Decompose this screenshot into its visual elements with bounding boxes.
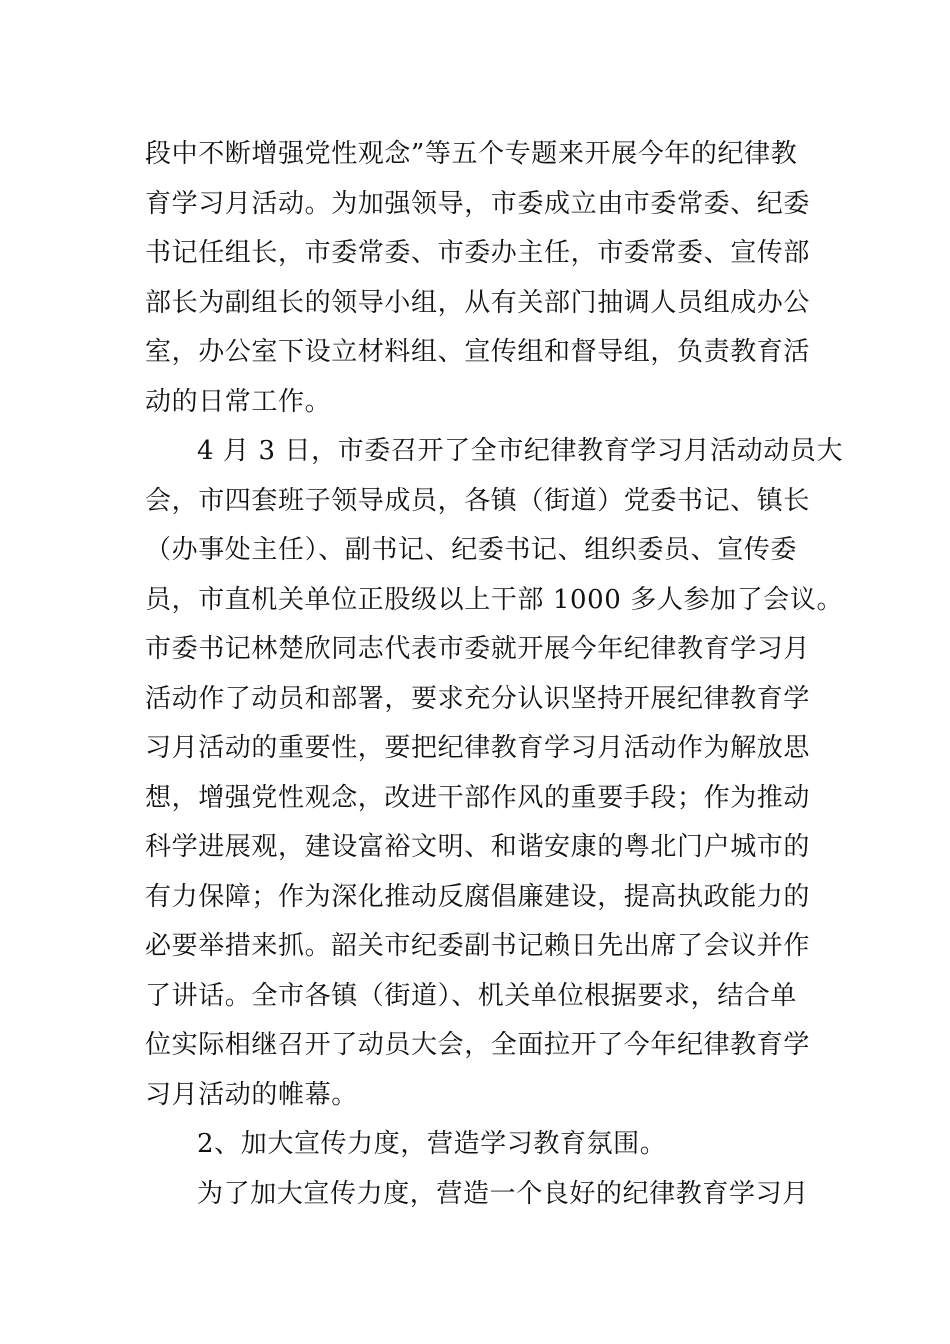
text-line: 必要举措来抓。韶关市纪委副书记赖日先出席了会议并作: [145, 931, 811, 961]
text-line: 想，增强党性观念，改进干部作风的重要手段；作为推动: [145, 782, 811, 813]
text-line: 室，办公室下设立材料组、宣传组和督导组，负责教育活: [145, 337, 811, 367]
text-line: 4 月 3 日，市委召开了全市纪律教育学习月活动动员大: [197, 436, 844, 466]
text-line: （办事处主任）、副书记、纪委书记、组织委员、宣传委: [145, 535, 798, 565]
text-line: 部长为副组长的领导小组，从有关部门抽调人员组成办公: [145, 287, 811, 318]
text-line: 有力保障；作为深化推动反腐倡廉建设，提高执政能力的: [145, 881, 811, 912]
text-line: 习月活动的重要性，要把纪律教育学习月活动作为解放思: [145, 733, 811, 763]
paragraph-4: [145, 1170, 809, 1220]
text-line: 为了加大宣传力度，营造一个良好的纪律教育学习月: [197, 1178, 809, 1209]
text-line: 书记任组长，市委常委、市委办主任，市委常委、宣传部: [145, 238, 811, 268]
paragraph-3-heading: [145, 1120, 809, 1170]
section-heading: 2、加大宣传力度，营造学习教育氛围。: [197, 1129, 667, 1159]
text-line: 活动作了动员和部署，要求充分认识坚持开展纪律教育学: [145, 683, 811, 714]
document-body: [145, 130, 844, 1219]
text-line: 市委书记林楚欣同志代表市委就开展今年纪律教育学习月: [145, 634, 811, 664]
text-line: 会，市四套班子领导成员，各镇（街道）党委书记、镇长: [145, 485, 811, 516]
text-line: 科学进展观，建设富裕文明、和谐安康的粤北门户城市的: [145, 832, 811, 862]
text-line: 动的日常工作。: [145, 386, 332, 417]
text-line: 段中不断增强党性观念”等五个专题来开展今年的纪律教: [145, 139, 798, 169]
text-line: 育学习月活动。为加强领导，市委成立由市委常委、纪委: [145, 188, 811, 219]
text-line: 位实际相继召开了动员大会，全面拉开了今年纪律教育学: [145, 1030, 811, 1060]
text-line: 习月活动的帷幕。: [145, 1079, 358, 1110]
paragraph-1: [145, 130, 809, 427]
text-line: 了讲话。全市各镇（街道）、机关单位根据要求，结合单: [145, 980, 798, 1011]
paragraph-2: [145, 427, 844, 1120]
text-line: 员，市直机关单位正股级以上干部 1000 多人参加了会议。: [145, 584, 844, 615]
